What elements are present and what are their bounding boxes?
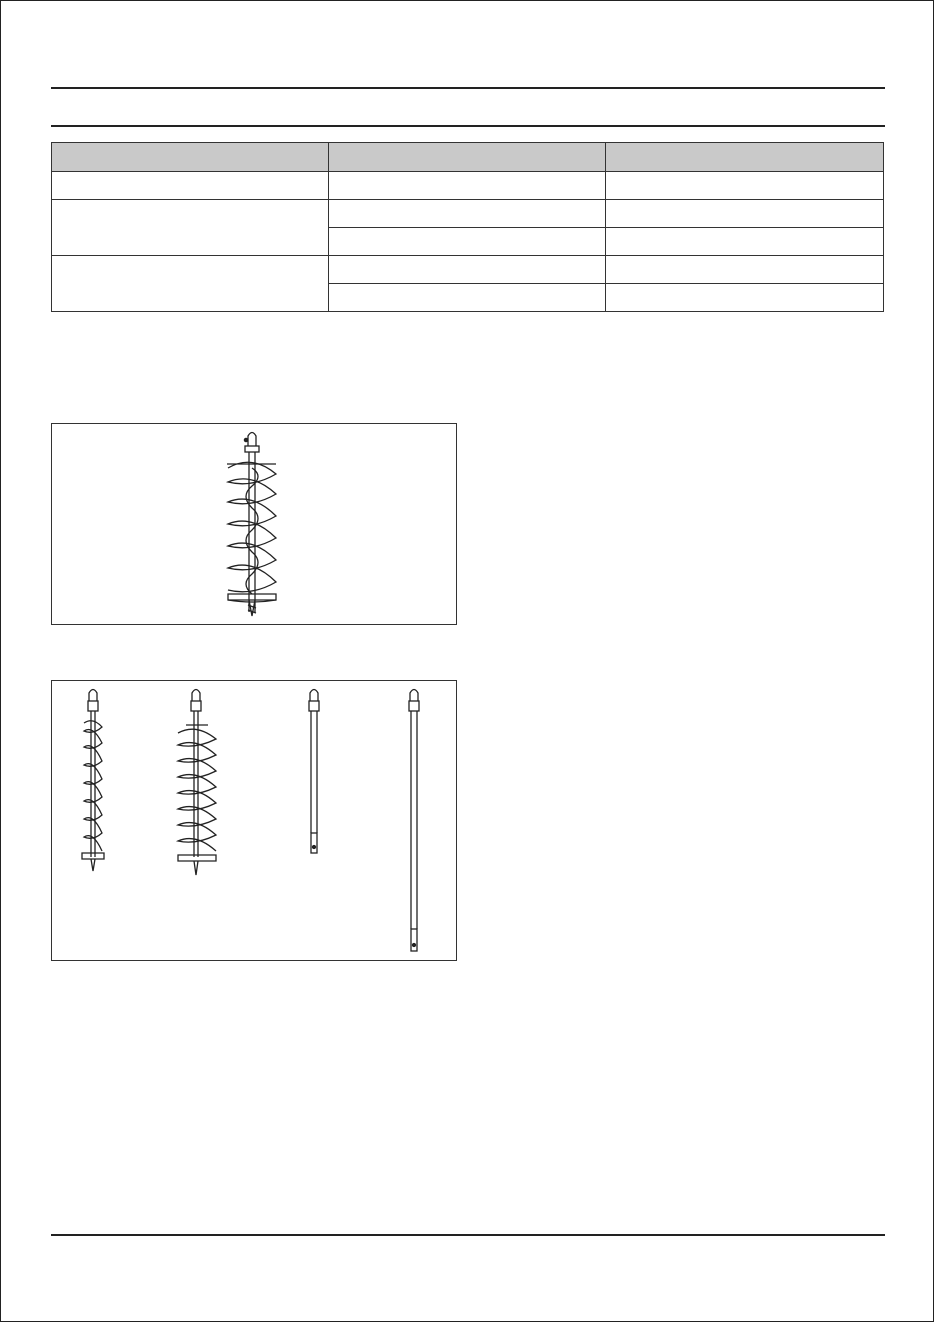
auger-bit-large-drawing	[52, 424, 456, 624]
table-cell	[329, 284, 606, 312]
table-header-cell	[606, 143, 884, 172]
auger-set-drawing	[52, 681, 456, 960]
figure-auger-set	[51, 680, 457, 961]
table-cell	[606, 256, 884, 284]
table-cell	[52, 172, 329, 200]
table-cell	[329, 200, 606, 228]
table-cell	[606, 172, 884, 200]
extension-rod-long	[409, 690, 419, 952]
table-row	[52, 256, 884, 284]
table-header-cell	[329, 143, 606, 172]
table-cell	[329, 172, 606, 200]
table-header-row	[52, 143, 884, 172]
table-cell	[52, 256, 329, 312]
auger-bit-medium	[178, 690, 216, 876]
table-cell	[329, 256, 606, 284]
figure-auger-large	[51, 423, 457, 625]
table-row	[52, 200, 884, 228]
table-cell	[329, 228, 606, 256]
header-rule-bottom	[51, 125, 885, 127]
extension-rod-short	[309, 690, 319, 854]
table-cell	[52, 200, 329, 256]
table-row	[52, 172, 884, 200]
footer-rule	[51, 1234, 885, 1236]
header-rule-top	[51, 87, 885, 89]
table-header-cell	[52, 143, 329, 172]
auger-bit-small	[82, 690, 104, 872]
specification-table	[51, 142, 884, 312]
table-cell	[606, 200, 884, 228]
auger-flight-spiral	[228, 462, 276, 594]
table-cell	[606, 284, 884, 312]
table-cell	[606, 228, 884, 256]
